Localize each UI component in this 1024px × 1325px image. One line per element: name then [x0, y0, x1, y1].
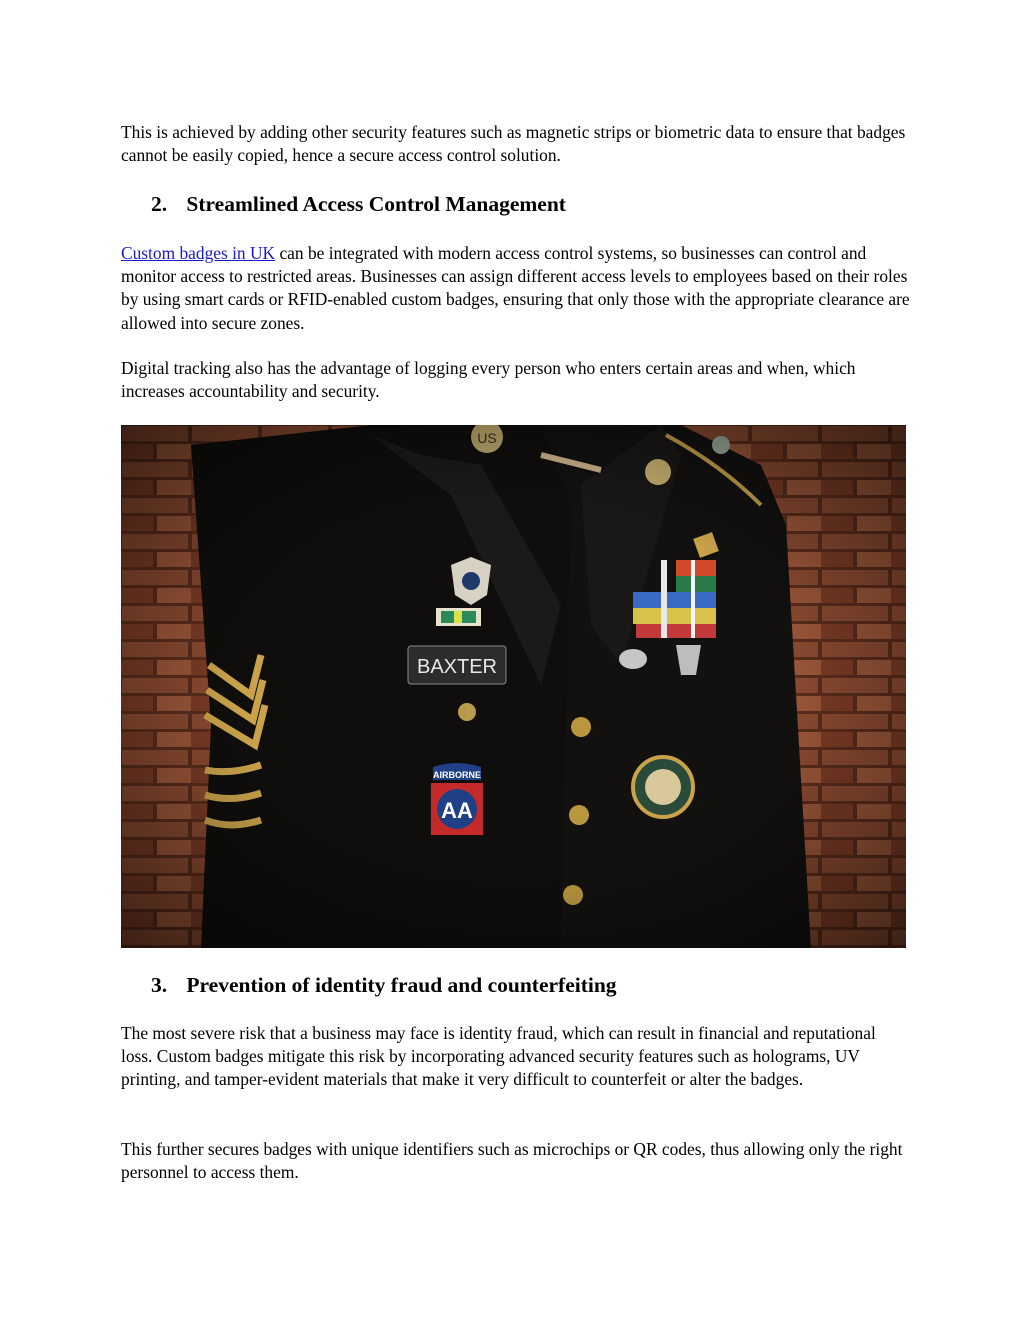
access-control-paragraph	[121, 242, 911, 335]
intro-paragraph: This is achieved by adding other security features such as magnetic strips or biometric data to ensure that badges cannot be easily copied, hence a secure access control solution.	[121, 122, 906, 166]
heading-access-control	[151, 190, 566, 218]
tracking-paragraph: Digital tracking also has the advantage of logging every person who enters certain areas and when, which increases accountability and security.	[121, 358, 856, 402]
access-control-text: can be integrated with modern access control systems, so businesses can control and monitor access to restricted areas. Businesses can assign different access levels to employees based on their roles by using smart cards or RFID-enabled custom badges, ensuring that only those with the appropriate clearance are allowed into secure zones.	[121, 243, 910, 333]
heading-number: 2.	[151, 192, 168, 216]
heading-number: 3.	[151, 973, 168, 997]
identifiers-paragraph: This further secures badges with unique identifiers such as microchips or QR codes, thus allowing only the right personnel to access them.	[121, 1139, 903, 1183]
fraud-paragraph: The most severe risk that a business may face is identity fraud, which can result in financial and reputational loss. Custom badges mitigate this risk by incorporating advanced security features such as holograms, UV printing, and tamper-evident materials that make it very difficult to counterfeit or alter the badges.	[121, 1023, 876, 1090]
heading-text: Prevention of identity fraud and counterfeiting	[186, 973, 617, 997]
heading-identity-fraud	[151, 971, 617, 999]
uniform-photo	[121, 425, 906, 948]
heading-text: Streamlined Access Control Management	[186, 192, 566, 216]
custom-badges-link[interactable]: Custom badges in UK	[121, 243, 276, 263]
